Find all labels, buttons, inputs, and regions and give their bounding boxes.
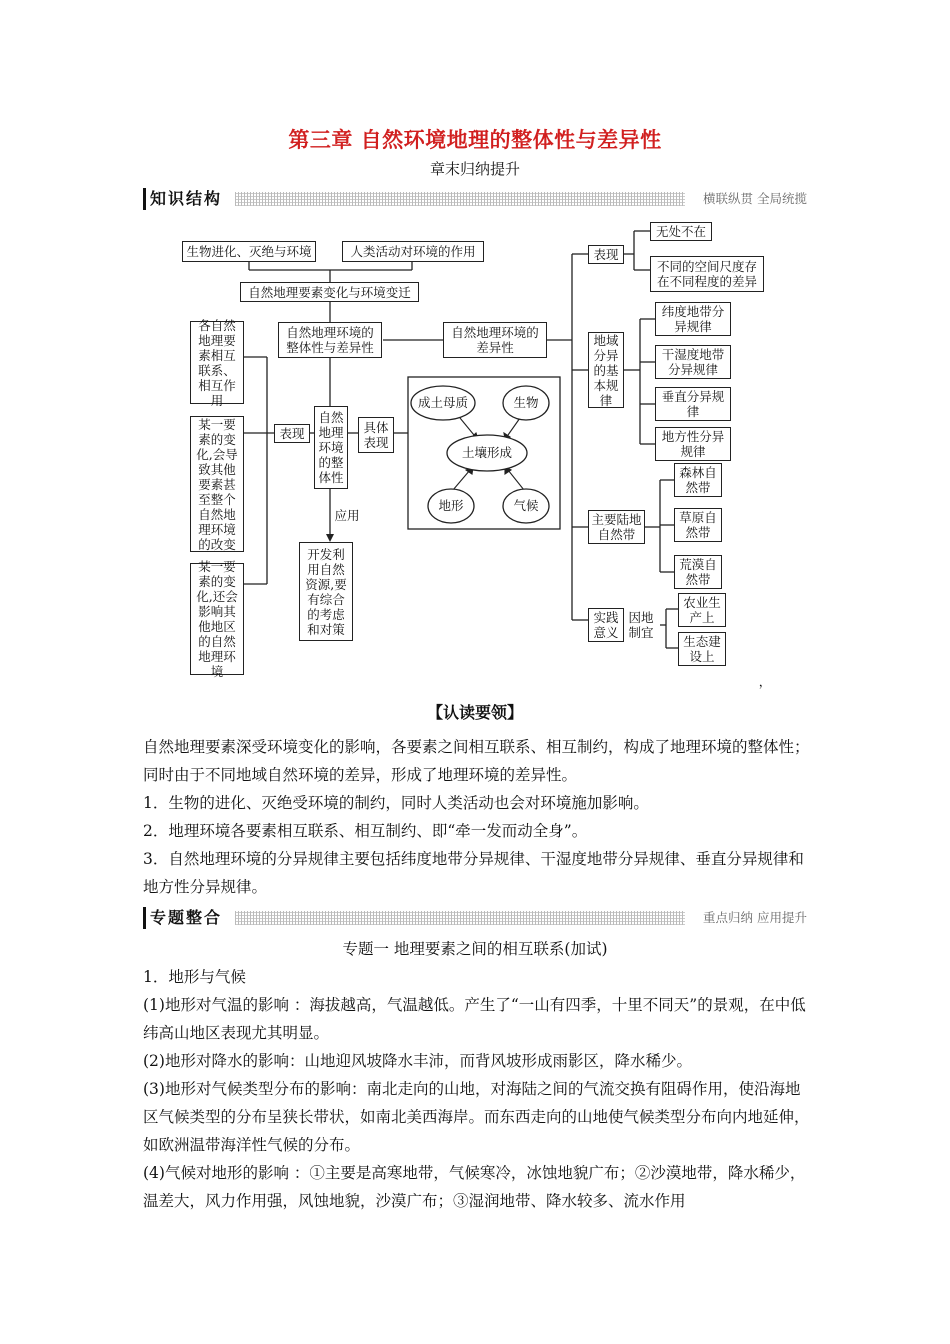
read-point-3: 3．自然地理环境的分异规律主要包括纬度地带分异规律、干湿度地带分异规律、垂直分异规律和地方性分异规律。 <box>143 850 804 896</box>
chapter-title: 第三章 自然环境地理的整体性与差异性 <box>288 127 662 152</box>
node-organism: 生物 <box>513 395 539 410</box>
node-ecology: 生态建设上 <box>678 632 726 666</box>
node-wholeness-difference: 自然地理环境的整体性与差异性 <box>278 322 382 358</box>
node-desert-zone: 荒漠自然带 <box>674 555 722 589</box>
read-point-1: 1．生物的进化、灭绝受环境的制约，同时人类活动也会对环境施加影响。 <box>143 794 649 812</box>
node-soil-formation: 土壤形成 <box>461 445 512 460</box>
node-forest-zone: 森林自然带 <box>674 463 722 497</box>
node-everywhere: 无处不在 <box>650 222 712 241</box>
section-label: 知识结构 <box>143 188 226 210</box>
section-tag: 横联纵贯 全局统揽 <box>703 191 807 206</box>
section-label: 专题整合 <box>143 907 226 929</box>
node-specific-manifestation: 具体表现 <box>358 417 394 453</box>
node-difference: 自然地理环境的差异性 <box>443 322 547 358</box>
node-scale-difference: 不同的空间尺度存在不同程度的差异 <box>650 256 764 292</box>
node-human-activity: 人类活动对环境的作用 <box>342 241 484 262</box>
node-one-change: 某一要素的变化,会导致其他要素甚至整个自然地理环境的改变 <box>190 416 244 552</box>
node-resource-use: 开发利用自然资源,要有综合的考虑和对策 <box>299 542 353 641</box>
node-practice: 实践意义 <box>588 608 624 642</box>
node-grass-zone: 草原自然带 <box>674 508 722 542</box>
node-dry-wet-law: 干湿度地带分异规律 <box>655 345 731 379</box>
node-main-zones: 主要陆地自然带 <box>588 510 645 544</box>
node-vertical-law: 垂直分异规律 <box>655 387 731 421</box>
read-intro: 自然地理要素深受环境变化的影响，各要素之间相互联系、相互制约，构成了地理环境的整体性；同时由于不同地域自然环境的差异，形成了地理环境的差异性。 <box>143 738 810 784</box>
read-heading: 【认读要领】 <box>426 703 523 722</box>
label-apply: 应用 <box>334 508 360 523</box>
node-agriculture: 农业生产上 <box>678 593 726 627</box>
chapter-subtitle: 章末归纳提升 <box>429 160 520 178</box>
node-element-change: 自然地理要素变化与环境变迁 <box>240 282 419 302</box>
section-tag: 重点归纳 应用提升 <box>703 910 807 925</box>
node-bio-evolution: 生物进化、灭绝与环境 <box>182 241 316 262</box>
node-parent-material: 成土母质 <box>417 395 468 410</box>
topic-item-3: (3)地形对气候类型分布的影响：南北走向的山地，对海陆之间的气流交换有阻碍作用，使沿海地区气候类型的分布呈狭长带状，如南北美西海岸。而东西走向的山地使气候类型分布向内地延伸，如欧洲温带海洋性气候的分布。 <box>143 1080 810 1154</box>
node-basic-laws: 地域分异的基本规律 <box>588 332 624 408</box>
node-local-law: 地方性分异规律 <box>655 427 731 461</box>
label-adapt: 因地制宜 <box>628 610 654 640</box>
topic-heading: 专题一 地理要素之间的相互联系(加试) <box>342 940 608 958</box>
node-latitude-law: 纬度地带分异规律 <box>655 302 731 336</box>
section-band-topic <box>143 907 815 929</box>
node-terrain: 地形 <box>438 498 464 513</box>
topic-item-2: (2)地形对降水的影响：山地迎风坡降水丰沛，而背风坡形成雨影区，降水稀少。 <box>143 1052 692 1070</box>
node-wholeness: 自然地理环境的整体性 <box>314 406 348 489</box>
node-manifestation: 表现 <box>274 424 310 443</box>
topic-item-4: (4)气候对地形的影响 ：①主要是高寒地带，气候寒冷，冰蚀地貌广布；②沙漠地带，降水稀少，温差大，风力作用强，风蚀地貌，沙漠广布；③湿润地带、降水较多、流水作用 <box>143 1164 806 1210</box>
node-climate: 气候 <box>513 498 539 513</box>
node-mutual-relation: 各自然地理要素相互联系、相互作用 <box>190 321 244 404</box>
read-point-2: 2．地理环境各要素相互联系、相互制约、即“牵一发而动全身”。 <box>143 822 588 840</box>
node-manifestation-right: 表现 <box>588 245 624 264</box>
node-one-change-other-area: 某一要素的变化,还会影响其他地区的自然地理环境 <box>190 563 244 675</box>
topic-section-1: 1．地形与气候 <box>143 968 246 986</box>
topic-item-1: (1)地形对气温的影响 ：海拔越高，气温越低。产生了“一山有四季，十里不同天”的景观，在中低纬高山地区表现尤其明显。 <box>143 996 806 1042</box>
stray-comma: ， <box>758 674 772 689</box>
band-hatch <box>235 911 685 925</box>
